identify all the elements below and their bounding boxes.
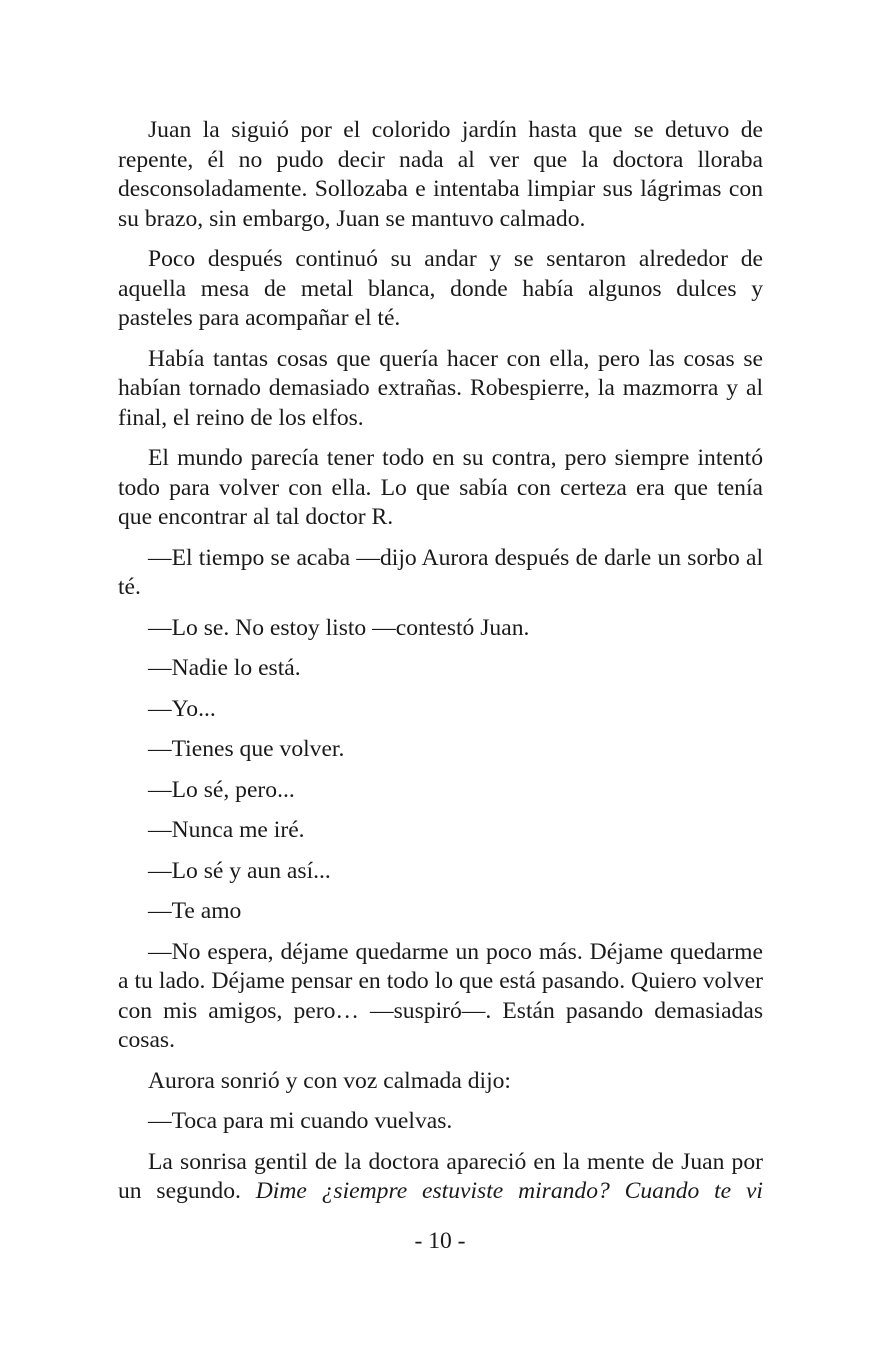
body-text — [118, 116, 763, 1207]
dialogue-line: —Nunca me iré. — [148, 817, 305, 843]
paragraph: Poco después continuó su andar y se sentaron alrededor de aquella mesa de metal blanca, donde había algunos dulces y pasteles para acompañar el té. — [118, 246, 763, 331]
dialogue-line: —Yo... — [148, 695, 216, 722]
dialogue-line: —Tienes que volver. — [148, 736, 345, 762]
paragraph — [118, 1148, 763, 1207]
dialogue-line: —No espera, déjame quedarme un poco más. Déjame quedarme a tu lado. Déjame pensar en todo lo que está pasando. Quiero volver con mis amigos, pero… —suspiró—. Están pasando demasiadas cosas. — [118, 938, 763, 1053]
paragraph-text: La sonrisa gentil de la doctora apareció en la mente de Juan por un segundo. — [118, 1148, 763, 1204]
paragraph: Aurora sonrió y con voz calmada dijo: — [148, 1067, 511, 1094]
paragraph: Juan la siguió por el colorido jardín hasta que se detuvo de repente, él no pudo decir nada al ver que la doctora lloraba desconsoladamente. Sollozaba e intentaba limpiar sus lágrimas con su brazo, sin embargo, Juan se mantuvo calmado. — [118, 117, 763, 232]
dialogue-line: —Toca para mi cuando vuelvas. — [148, 1108, 453, 1134]
dialogue-line: —Lo se. No estoy listo —contestó Juan. — [148, 614, 530, 641]
page-number: - 10 - — [414, 1228, 466, 1254]
paragraph: El mundo parecía tener todo en su contra, pero siempre intentó todo para volver con ella. Lo que sabía con certeza era que tenía que encontrar al tal doctor R. — [118, 445, 763, 530]
dialogue-line: —Nadie lo está. — [148, 655, 301, 681]
italic-text: Dime ¿siempre estuviste mirando? Cuando te vi — [255, 1178, 763, 1204]
dialogue-line: —El tiempo se acaba —dijo Aurora después de darle un sorbo al té. — [118, 544, 763, 600]
dialogue-line: —Te amo — [148, 898, 242, 924]
dialogue-line: —Lo sé, pero... — [148, 776, 295, 803]
paragraph: Había tantas cosas que quería hacer con ella, pero las cosas se habían tornado demasiado extrañas. Robespierre, la mazmorra y al final, el reino de los elfos. — [118, 345, 763, 431]
dialogue-line: —Lo sé y aun así... — [148, 857, 331, 884]
